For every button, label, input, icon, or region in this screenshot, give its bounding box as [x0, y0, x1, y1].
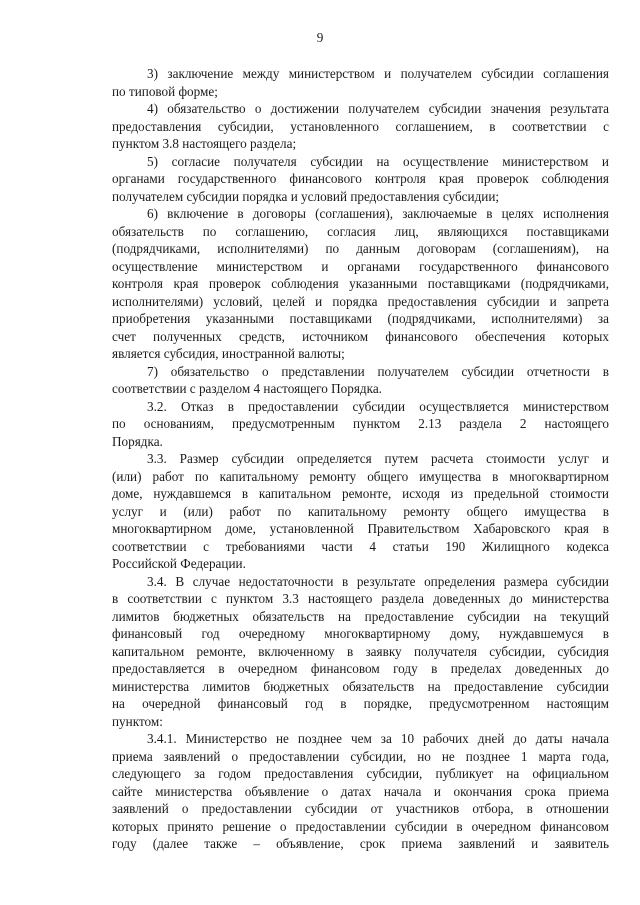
- text-line: Порядка.: [112, 433, 163, 449]
- text-line: министерства лимитов бюджетных обязательств на предоставление субсидии: [112, 678, 609, 694]
- text-line: предоставления субсидии, установленного соглашением, в соответствии с: [112, 118, 609, 134]
- text-line: контроля края проверок соблюдения указанными поставщиками (подрядчиками,: [112, 276, 609, 291]
- text-line: Российской Федерации.: [112, 556, 246, 571]
- text-line: доме, нуждавшемся в капитальном ремонте, исходя из предельной стоимости: [112, 486, 609, 501]
- text-line: 3) заключение между министерством и получателем субсидии соглашения: [147, 66, 609, 81]
- text-line: 6) включение в договоры (соглашения), заключаемые в целях исполнения: [147, 206, 609, 221]
- text-line: финансовый год очередному многоквартирному дому, нуждавшемуся в: [112, 626, 609, 641]
- text-line: 3.4.1. Министерство не позднее чем за 10 рабочих дней до даты начала: [147, 731, 609, 746]
- text-line: 3.2. Отказ в предоставлении субсидии осуществляется министерством: [147, 398, 609, 414]
- text-line: следующего за годом предоставления субсидии, публикует на официальном: [112, 766, 609, 781]
- text-line: соответствии с разделом 4 настоящего Порядка.: [112, 381, 382, 396]
- text-line: 3.3. Размер субсидии определяется путем расчета стоимости услуг и: [147, 451, 609, 466]
- text-line: органами государственного финансового контроля края проверок соблюдения: [112, 171, 609, 186]
- text-line: 3.4. В случае недостаточности в результате определения размера субсидии: [147, 573, 609, 589]
- text-line: году (далее также – объявление, срок приема заявлений и заявитель: [112, 836, 609, 851]
- text-line: на очередной финансовый год в порядке, предусмотренном настоящим: [112, 696, 609, 711]
- text-line: услуг и (или) работ по капитальному ремонту общего имущества в: [112, 503, 609, 519]
- page-number: 9: [316, 30, 324, 45]
- text-line: заявлений о предоставлении субсидии от участников отбора, в отношении: [112, 801, 609, 816]
- text-line: многоквартирном доме, установленной Правительством Хабаровского края в: [112, 521, 609, 536]
- text-line: приобретения указанными поставщиками (подрядчиками, исполнителями) за: [112, 311, 609, 326]
- text-line: исполнителями) условий, целей и порядка предоставления субсидии и запрета: [112, 293, 609, 309]
- text-line: по основаниям, предусмотренным пунктом 2.13 раздела 2 настоящего: [112, 416, 609, 431]
- text-line: соответствии с требованиями части 4 статьи 190 Жилищного кодекса: [112, 538, 609, 554]
- text-line: пунктом 3.8 настоящего раздела;: [112, 136, 297, 151]
- text-line: сайте министерства объявление о датах начала и окончания срока приема: [112, 783, 609, 799]
- text-line: приема заявлений о предоставлении субсидии, но не позднее 1 марта года,: [112, 748, 609, 764]
- text-line: 4) обязательство о достижении получателем субсидии значения результата: [147, 101, 609, 116]
- text-line: пунктом:: [112, 713, 163, 729]
- text-line: предоставляется в очередном финансовом году в пределах доведенных до: [112, 661, 609, 676]
- text-line: осуществление министерством и органами государственного финансового: [112, 258, 609, 274]
- text-line: обязательств по соглашению, согласия лиц, являющихся поставщиками: [112, 223, 609, 239]
- body-text: [112, 65, 609, 853]
- text-line: по типовой форме;: [112, 83, 218, 99]
- text-line: которых принято решение о предоставлении субсидии в очередном финансовом: [112, 818, 609, 834]
- text-line: является субсидия, иностранной валюты;: [112, 346, 345, 361]
- text-line: (подрядчиками, исполнителями) по данным договорам (соглашениям), на: [112, 241, 609, 256]
- text-line: 7) обязательство о представлении получателем субсидии отчетности в: [147, 363, 609, 379]
- text-line: получателем субсидии порядка и условий предоставления субсидии;: [112, 188, 500, 204]
- text-line: 5) согласие получателя субсидии на осуществление министерством и: [147, 153, 609, 169]
- text-line: счет полученных средств, источником финансового обеспечения которых: [112, 328, 609, 344]
- text-line: капитальном ремонте, включенному в заявку получателя субсидии, субсидия: [112, 643, 609, 659]
- text-line: лимитов бюджетных обязательств на предоставление субсидии на текущий: [112, 608, 609, 624]
- text-line: в соответствии с пунктом 3.3 настоящего раздела доведенных до министерства: [112, 591, 609, 606]
- text-line: (или) работ по капитальному ремонту общего имущества в многоквартирном: [112, 468, 609, 484]
